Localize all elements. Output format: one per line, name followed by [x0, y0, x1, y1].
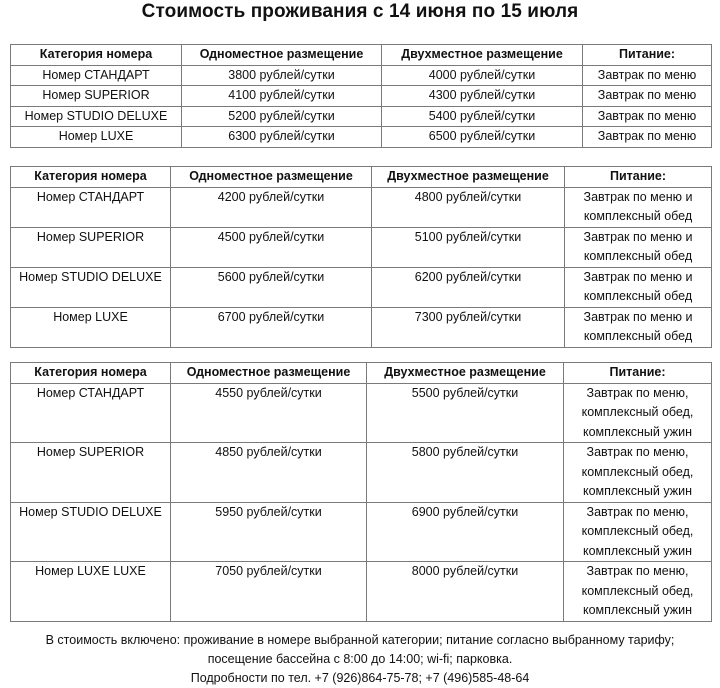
header-meal: Питание:: [565, 167, 712, 188]
header-single: Одноместное размещение: [171, 167, 372, 188]
header-single: Одноместное размещение: [182, 45, 382, 66]
header-double: Двухместное размещение: [382, 45, 583, 66]
cell-category: Номер STUDIO DELUXE: [11, 267, 171, 307]
cell-single-price: 4550 рублей/сутки: [171, 383, 367, 443]
footer-included-line: В стоимость включено: проживание в номере выбранной категории; питание согласно выбранному тарифу;: [45, 633, 675, 647]
cell-category: Номер STUDIO DELUXE: [11, 502, 171, 562]
cell-double-price: 5100 рублей/сутки: [372, 227, 565, 267]
cell-meal: Завтрак по меню, комплексный обед, комплексный ужин: [564, 383, 712, 443]
cell-meal: Завтрак по меню и комплексный обед: [565, 187, 712, 227]
table-row: [11, 86, 712, 107]
cell-double-price: 5400 рублей/сутки: [382, 106, 583, 127]
cell-single-price: 7050 рублей/сутки: [171, 562, 367, 622]
header-category: Категория номера: [11, 45, 182, 66]
header-meal: Питание:: [583, 45, 712, 66]
footer-note: [0, 631, 720, 688]
price-table-2: [10, 166, 712, 348]
cell-double-price: 8000 рублей/сутки: [367, 562, 564, 622]
cell-category: Номер STUDIO DELUXE: [11, 106, 182, 127]
table-row: [11, 227, 712, 267]
cell-single-price: 6700 рублей/сутки: [171, 307, 372, 347]
cell-category: Номер SUPERIOR: [11, 443, 171, 503]
cell-single-price: 4850 рублей/сутки: [171, 443, 367, 503]
table-row: [11, 127, 712, 148]
page-title: Стоимость проживания с 14 июня по 15 июля: [141, 1, 579, 22]
cell-meal: Завтрак по меню, комплексный обед, комплексный ужин: [564, 443, 712, 503]
price-table-1: [10, 44, 712, 148]
table-row: [11, 307, 712, 347]
cell-meal: Завтрак по меню и комплексный обед: [565, 267, 712, 307]
table-row: [11, 65, 712, 86]
cell-category: Номер СТАНДАРТ: [11, 187, 171, 227]
cell-double-price: 6200 рублей/сутки: [372, 267, 565, 307]
cell-single-price: 5600 рублей/сутки: [171, 267, 372, 307]
cell-double-price: 4800 рублей/сутки: [372, 187, 565, 227]
cell-meal: Завтрак по меню: [583, 86, 712, 107]
cell-meal: Завтрак по меню и комплексный обед: [565, 307, 712, 347]
header-category: Категория номера: [11, 363, 171, 384]
cell-single-price: 4500 рублей/сутки: [171, 227, 372, 267]
cell-single-price: 3800 рублей/сутки: [182, 65, 382, 86]
cell-single-price: 5950 рублей/сутки: [171, 502, 367, 562]
cell-double-price: 7300 рублей/сутки: [372, 307, 565, 347]
table-row: [11, 187, 712, 227]
table-row: [11, 562, 712, 622]
cell-meal: Завтрак по меню и комплексный обед: [565, 227, 712, 267]
cell-double-price: 6900 рублей/сутки: [367, 502, 564, 562]
table-row: [11, 267, 712, 307]
cell-category: Номер LUXE: [11, 127, 182, 148]
price-table-3: [10, 362, 712, 622]
table-row: [11, 106, 712, 127]
table-row: [11, 502, 712, 562]
header-double: Двухместное размещение: [367, 363, 564, 384]
footer-amenities-line: посещение бассейна с 8:00 до 14:00; wi-fi; парковка.: [207, 652, 513, 666]
cell-category: Номер SUPERIOR: [11, 86, 182, 107]
cell-double-price: 4000 рублей/сутки: [382, 65, 583, 86]
cell-meal: Завтрак по меню, комплексный обед, комплексный ужин: [564, 562, 712, 622]
cell-category: Номер СТАНДАРТ: [11, 65, 182, 86]
cell-category: Номер SUPERIOR: [11, 227, 171, 267]
header-single: Одноместное размещение: [171, 363, 367, 384]
cell-meal: Завтрак по меню: [583, 65, 712, 86]
cell-single-price: 5200 рублей/сутки: [182, 106, 382, 127]
table-row: [11, 383, 712, 443]
cell-single-price: 4200 рублей/сутки: [171, 187, 372, 227]
cell-category: Номер LUXE: [11, 307, 171, 347]
cell-single-price: 6300 рублей/сутки: [182, 127, 382, 148]
cell-double-price: 5800 рублей/сутки: [367, 443, 564, 503]
cell-meal: Завтрак по меню, комплексный обед, комплексный ужин: [564, 502, 712, 562]
cell-single-price: 4100 рублей/сутки: [182, 86, 382, 107]
header-category: Категория номера: [11, 167, 171, 188]
cell-double-price: 6500 рублей/сутки: [382, 127, 583, 148]
header-meal: Питание:: [564, 363, 712, 384]
cell-category: Номер СТАНДАРТ: [11, 383, 171, 443]
cell-meal: Завтрак по меню: [583, 106, 712, 127]
header-double: Двухместное размещение: [372, 167, 565, 188]
cell-double-price: 4300 рублей/сутки: [382, 86, 583, 107]
cell-meal: Завтрак по меню: [583, 127, 712, 148]
table-row: [11, 443, 712, 503]
footer-contacts-line: Подробности по тел. +7 (926)864-75-78; +7 (496)585-48-64: [190, 671, 530, 685]
cell-double-price: 5500 рублей/сутки: [367, 383, 564, 443]
cell-category: Номер LUXE LUXE: [11, 562, 171, 622]
